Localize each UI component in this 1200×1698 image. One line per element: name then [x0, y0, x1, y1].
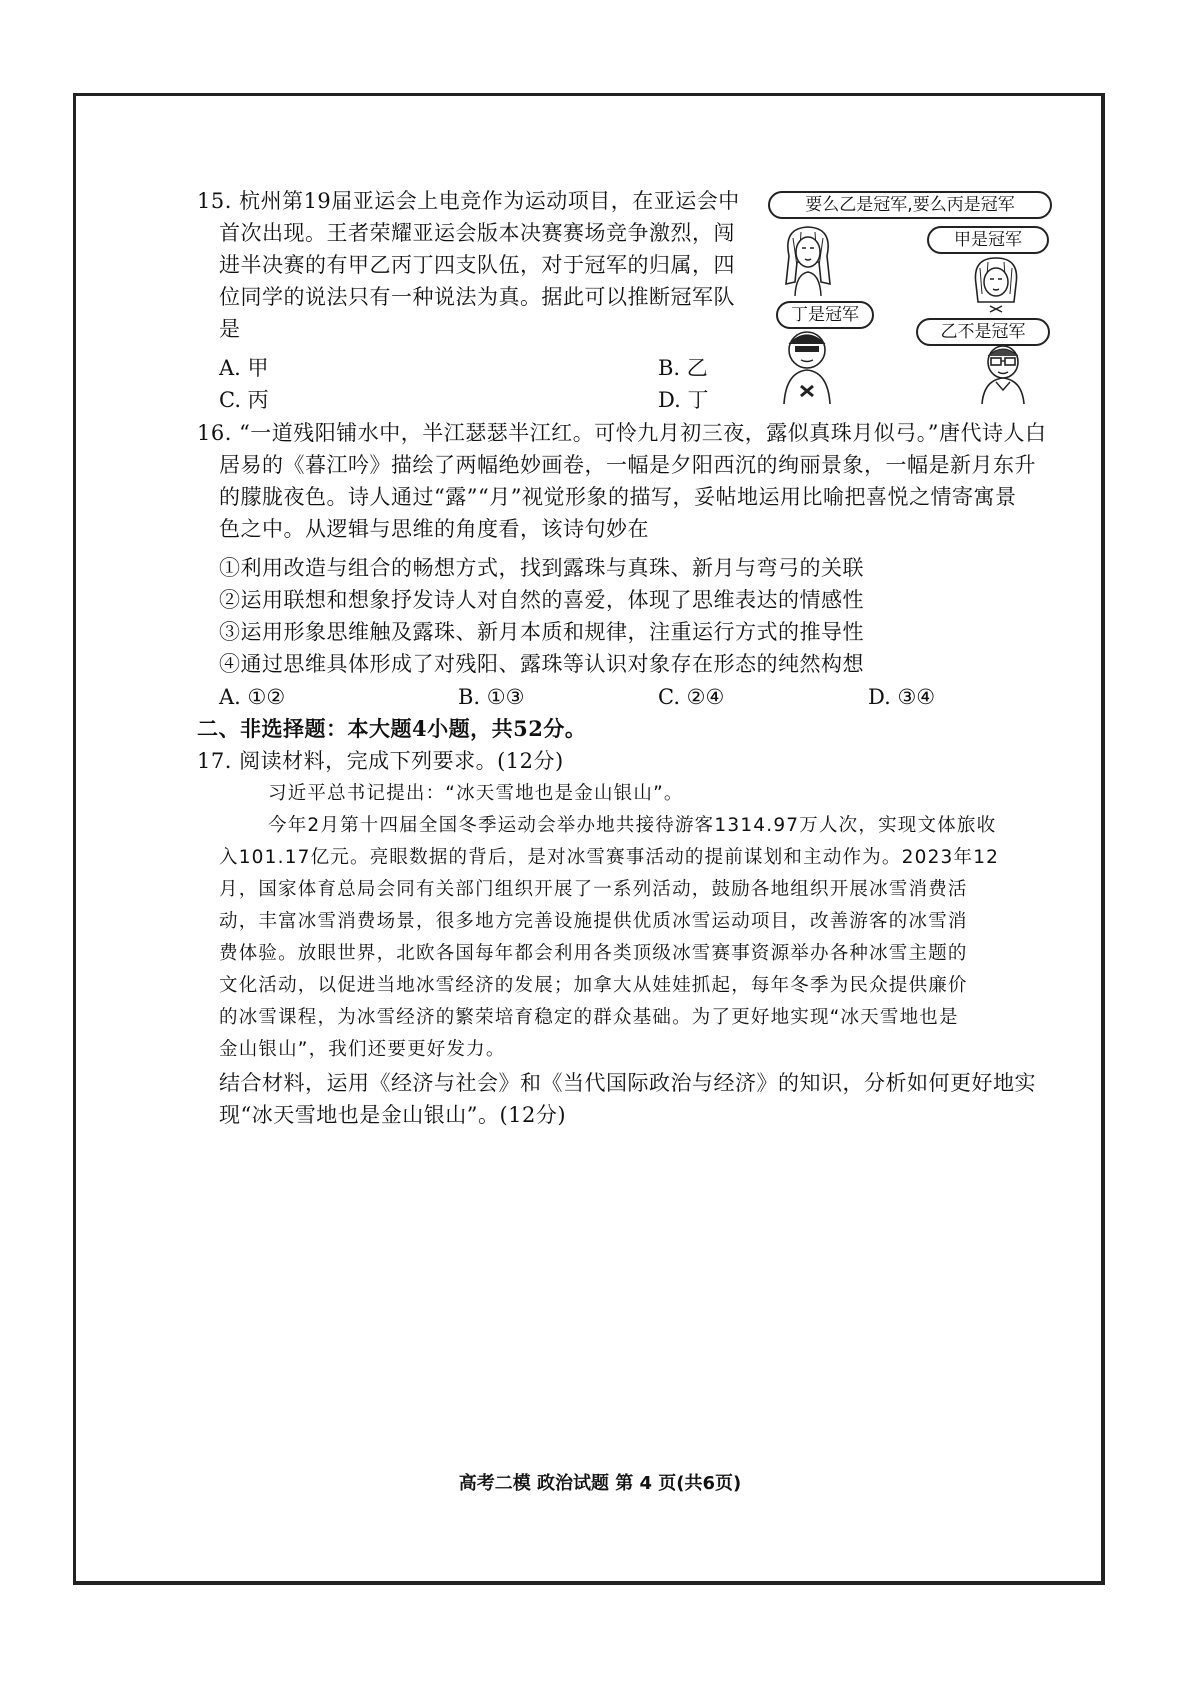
q16-item-2: ②运用联想和想象抒发诗人对自然的喜爱，体现了思维表达的情感性	[219, 588, 864, 612]
q15-line-1: 15. 杭州第19届亚运会上电竞作为运动项目，在亚运会中	[197, 189, 740, 213]
student-figure-4-icon	[972, 342, 1034, 404]
section-2-heading: 二、非选择题：本大题4小题，共52分。	[197, 716, 587, 741]
speech-bubble-1: 要么乙是冠军,要么丙是冠军	[768, 191, 1052, 219]
page-footer: 高考二模 政治试题 第 4 页(共6页)	[458, 1473, 742, 1494]
q15-option-b: B. 乙	[658, 356, 708, 380]
q17-material-line-5: 动，丰富冰雪消费场景，很多地方完善设施提供优质冰雪运动项目，改善游客的冰雪消	[219, 911, 968, 932]
q17-material-line-3: 入101.17亿元。亮眼数据的背后，是对冰雪赛事活动的提前谋划和主动作为。2023年12	[219, 847, 1000, 868]
q17-task-line-2: 现“冰天雪地也是金山银山”。(12分)	[219, 1103, 567, 1127]
q15-option-a: A. 甲	[219, 356, 269, 380]
speech-bubble-3: 丁是冠军	[776, 301, 874, 329]
q16-option-b: B. ①③	[458, 685, 525, 709]
q17-title: 17. 阅读材料，完成下列要求。(12分)	[197, 749, 564, 773]
q15-option-c: C. 丙	[219, 388, 269, 412]
q17-material-line-7: 文化活动，以促进当地冰雪经济的发展；加拿大从娃娃抓起，每年冬季为民众提供廉价	[219, 975, 968, 996]
q17-material-line-6: 费体验。放眼世界，北欧各国每年都会利用各类顶级冰雪赛事资源举办各种冰雪主题的	[219, 943, 968, 964]
q16-option-a: A. ①②	[219, 685, 286, 709]
q17-material-line-2: 今年2月第十四届全国冬季运动会举办地共接待游客1314.97万人次，实现文体旅收	[268, 815, 997, 836]
q15-line-3: 进半决赛的有甲乙丙丁四支队伍，对于冠军的归属，四	[219, 253, 735, 277]
q16-option-d: D. ③④	[868, 685, 936, 709]
q16-line-2: 居易的《暮江吟》描绘了两幅绝妙画卷，一幅是夕阳西沉的绚丽景象，一幅是新月东升	[219, 453, 1036, 477]
q16-line-1: 16. “一道残阳铺水中，半江瑟瑟半江红。可怜九月初三夜，露似真珠月似弓。”唐代诗人白	[197, 421, 1047, 445]
q17-material-line-9: 金山银山”，我们还要更好发力。	[219, 1039, 506, 1060]
student-figure-1-icon	[775, 222, 841, 296]
q17-material-line-4: 月，国家体育总局会同有关部门组织开展了一系列活动，鼓励各地组织开展冰雪消费活	[219, 879, 968, 900]
q15-line-4: 位同学的说法只有一种说法为真。据此可以推断冠军队	[219, 285, 735, 309]
student-figure-3-icon	[772, 328, 842, 404]
q16-line-4: 色之中。从逻辑与思维的角度看，该诗句妙在	[219, 517, 649, 541]
q17-task-line-1: 结合材料，运用《经济与社会》和《当代国际政治与经济》的知识，分析如何更好地实	[219, 1071, 1036, 1095]
speech-bubble-2: 甲是冠军	[927, 226, 1049, 254]
q17-material-line-8: 的冰雪课程，为冰雪经济的繁荣培育稳定的群众基础。为了更好地实现“冰天雪地也是	[219, 1007, 959, 1028]
q15-line-2: 首次出现。王者荣耀亚运会版本决赛赛场竞争激烈，闯	[219, 221, 735, 245]
q16-option-c: C. ②④	[658, 685, 725, 709]
q15-line-5: 是	[219, 317, 241, 341]
student-figure-2-icon	[964, 254, 1028, 316]
q16-line-3: 的朦胧夜色。诗人通过“露”“月”视觉形象的描写，妥帖地运用比喻把喜悦之情寄寓景	[219, 485, 1017, 509]
q17-material-line-1: 习近平总书记提出：“冰天雪地也是金山银山”。	[268, 783, 684, 804]
q16-item-1: ①利用改造与组合的畅想方式，找到露珠与真珠、新月与弯弓的关联	[219, 556, 864, 580]
q16-item-4: ④通过思维具体形成了对残阳、露珠等认识对象存在形态的纯然构想	[219, 652, 864, 676]
speech-bubble-4: 乙不是冠军	[916, 318, 1050, 346]
q15-option-d: D. 丁	[658, 388, 709, 412]
q16-item-3: ③运用形象思维触及露珠、新月本质和规律，注重运行方式的推导性	[219, 620, 864, 644]
